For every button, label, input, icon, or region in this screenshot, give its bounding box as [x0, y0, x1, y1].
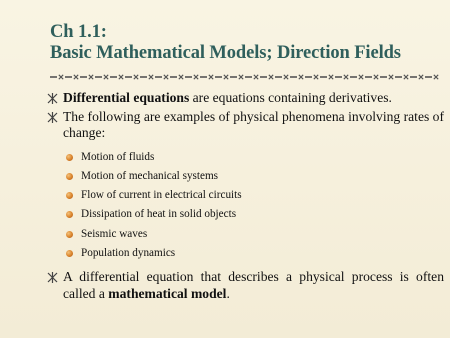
bullet-text: A differential equation that describes a physical process is often called a	[63, 269, 444, 301]
bullet-text: The following are examples of physical phenomena involving rates of change:	[63, 108, 444, 140]
orange-dot-icon	[66, 154, 73, 161]
sub-bullet-item: Population dynamics	[46, 244, 444, 263]
sub-bullet-item: Motion of mechanical systems	[46, 167, 444, 186]
bullet-item	[46, 109, 444, 142]
orange-dot-icon	[66, 173, 73, 180]
title-line-1: Ch 1.1:	[50, 22, 107, 42]
title-divider	[48, 72, 441, 82]
orange-dot-icon	[66, 192, 73, 199]
orange-dot-icon	[66, 250, 73, 257]
bullet-list	[46, 90, 444, 304]
bullet-item	[46, 90, 444, 107]
sub-bullet-item: Seismic waves	[46, 225, 444, 244]
sub-bullet-list	[46, 148, 444, 264]
bullet-end: .	[226, 285, 230, 301]
bullet-bold-lead: Differential equations	[63, 90, 190, 105]
sub-bullet-item: Dissipation of heat in solid objects	[46, 205, 444, 224]
sub-bullet-item: Motion of fluids	[46, 148, 444, 167]
cross-star-icon	[47, 112, 58, 123]
bullet-item	[46, 269, 444, 302]
orange-dot-icon	[66, 211, 73, 218]
slide-title	[50, 22, 445, 64]
orange-dot-icon	[66, 231, 73, 238]
title-line-2: Basic Mathematical Models; Direction Fields	[50, 43, 401, 63]
bullet-text: are equations containing derivatives.	[189, 90, 392, 105]
cross-star-icon	[47, 272, 58, 283]
sub-bullet-item: Flow of current in electrical circuits	[46, 186, 444, 205]
cross-star-icon	[47, 93, 58, 104]
bullet-bold-tail: mathematical model	[108, 285, 227, 301]
